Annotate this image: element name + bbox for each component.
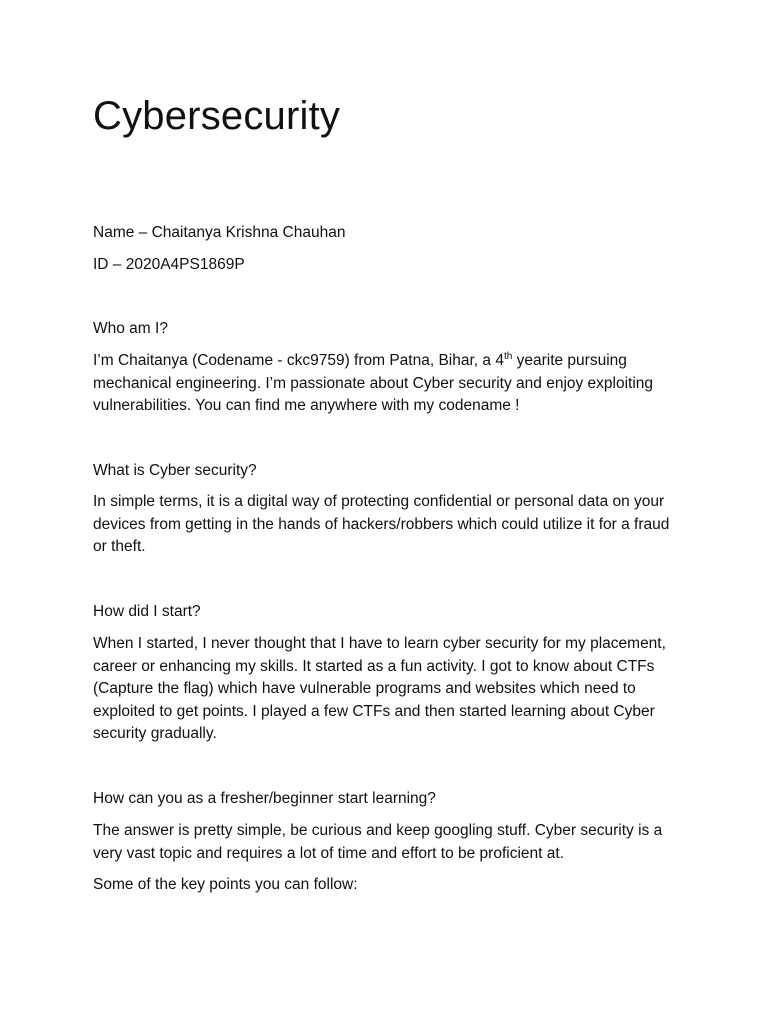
how-learn-paragraph: The answer is pretty simple, be curious and keep googling stuff. Cyber security is a very vast topic and requires a lot of time and effort to be proficient at. bbox=[93, 822, 663, 862]
name-line: Name – Chaitanya Krishna Chauhan bbox=[93, 224, 346, 241]
who-text-start: I’m Chaitanya (Codename - ckc9759) from Patna, Bihar, a 4 bbox=[93, 352, 504, 369]
who-text-end: yearite pursuing mechanical engineering. I’m passionate about Cyber security and enjoy exploiting vulnerabilities. You can find me anywhere with my codename ! bbox=[93, 352, 654, 414]
how-start-heading: How did I start? bbox=[93, 603, 201, 620]
ordinal-superscript: th bbox=[503, 351, 513, 362]
how-learn-heading: How can you as a fresher/beginner start learning? bbox=[93, 790, 436, 807]
what-heading: What is Cyber security? bbox=[93, 462, 257, 479]
id-line: ID – 2020A4PS1869P bbox=[93, 256, 245, 273]
document-title: Cybersecurity bbox=[93, 94, 341, 138]
who-paragraph bbox=[93, 350, 678, 418]
how-start-paragraph: When I started, I never thought that I have to learn cyber security for my placement, career or enhancing my skills. It started as a fun activity. I got to know about CTFs (Capture the flag) which have vulnerable programs and websites which need to exploited to get points. I played a few CTFs and then started learning about Cyber security gradually. bbox=[93, 635, 666, 742]
who-heading: Who am I? bbox=[93, 320, 168, 337]
key-points-line: Some of the key points you can follow: bbox=[93, 876, 358, 893]
what-paragraph: In simple terms, it is a digital way of protecting confidential or personal data on your devices from getting in the hands of hackers/robbers which could utilize it for a fraud or theft. bbox=[93, 493, 670, 555]
